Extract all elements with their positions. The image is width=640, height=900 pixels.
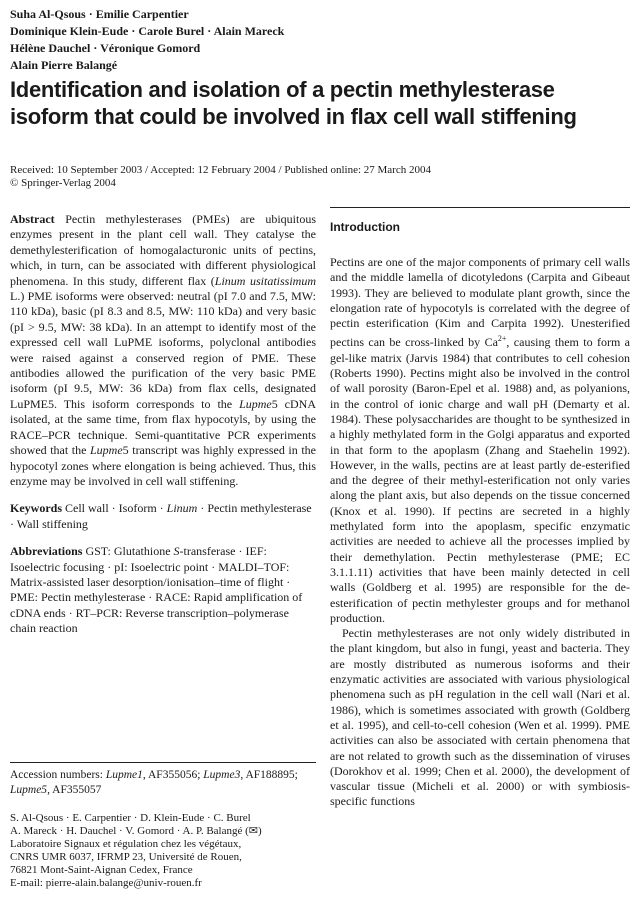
paper-title: Identification and isolation of a pectin methylesterase isoform that could be involved in flax cell wall stiffening <box>10 77 577 129</box>
intro-text: , causing them to form a gel-like matrix (Jarvis 1984) that contributes to cell cohesion (Roberts 1990). Pectins might also be involved in the control of wall porosity (Baron-Epel et al. 1988) and, as polyanions, in the control of ionic charge and wall pH (Demarty et al. 1984). These polysaccharides are thought to be synthesized in a highly methylated form in the Golgi apparatus and exported in that form to the apoplasm (Zhang and Staehelin 1992). However, in the walls, pectins are at least partly de-esterified and the degree of their methyl-esterification not only varies along the plant axis, but also depends on the tissue concerned (Knox et al. 1990). If pectins are secreted in a highly methylated form into the apoplasm, specific enzymatic activities are needed to achieve all the processes implied by their demethylation. Pectin methylesterase (PME; EC 3.1.1.11) activities that have been mainly detected in cell walls (Goldberg et al. 1995) are responsible for the de-esterification of pectin methylester groups and for methanol production. <box>330 335 631 625</box>
accession-gene: Lupme1 <box>105 769 143 781</box>
accession-numbers <box>10 768 316 798</box>
abbreviations-text: -transferase · IEF: Isoelectric focusing · pI: Isoelectric point · MALDI–TOF: Matrix-assisted laser desorption/ionisation–time of flight · PME: Pectin methylesterase · RACE: Rapid amplification of cDNA ends · RT–PCR: Reverse transcription–polymerase chain reaction <box>10 544 303 636</box>
abstract-text: L.) PME isoforms were observed: neutral (pI 7.0 and 7.5, MW: 110 kDa), basic (pI 8.3 and 8.5, MW: 110 kDa) and very basic (pI > 9.5, MW: 38 kDa). In an attempt to identify most of the expressed cell wall LuPME isoforms, polyclonal antibodies were raised against a conserved region of PME. These antibodies allowed the purification of the very basic PME isoform (pI 9.5, MW: 36 kDa) from flax cells, designated LuPME5. This isoform corresponds to the <box>10 289 316 411</box>
abbreviations-label: Abbreviations <box>10 544 83 559</box>
gene-name: Lupme <box>90 443 123 458</box>
address-line: Laboratoire Signaux et régulation chez les végétaux, <box>10 838 242 850</box>
abbreviations <box>10 544 316 636</box>
abstract-label: Abstract <box>10 212 55 226</box>
intro-paragraph <box>330 255 630 626</box>
address-line: S. Al-Qsous · E. Carpentier · D. Klein-Eude · C. Burel <box>10 812 251 824</box>
accession-label: Accession numbers: <box>10 769 106 781</box>
author-line: Dominique Klein-Eude · Carole Burel · Alain Mareck <box>10 24 285 38</box>
abstract-text: 5 cDNA isolated, at the same time, from flax hypocotyls, by using the RACE–PCR technique. Semi-quantitative PCR experiments showed that the <box>10 396 316 458</box>
author-list <box>10 6 284 74</box>
keywords <box>10 501 316 532</box>
species-name: Linum usitatissimum <box>214 273 316 288</box>
section-divider <box>330 207 630 208</box>
received-line: Received: 10 September 2003 / Accepted: 12 February 2004 / Published online: 27 March 2004 <box>10 164 431 176</box>
abstract-text: Pectin methylesterases (PMEs) are ubiquitous enzymes present in the plant cell wall. They catalyse the demethylesterification of homogalacturonic units of pectins, which, in turn, can be associated with different physiological phenomena. In this study, different flax ( <box>10 212 317 288</box>
accession-id: , AF355057 <box>47 784 102 796</box>
email-line[interactable]: E-mail: pierre-alain.balange@univ-rouen.fr <box>10 877 202 889</box>
author-line: Alain Pierre Balangé <box>10 58 118 72</box>
accession-gene: Lupme5 <box>10 784 48 796</box>
address-line: CNRS UMR 6037, IFRMP 23, Université de Rouen, <box>10 851 242 863</box>
keywords-genus: Linum <box>166 501 198 516</box>
address-line: 76821 Mont-Saint-Aignan Cedex, France <box>10 864 193 876</box>
left-column <box>10 212 316 649</box>
copyright-line: © Springer-Verlag 2004 <box>10 177 116 189</box>
keywords-label: Keywords <box>10 501 62 516</box>
intro-text: Pectins are one of the major components of primary cell walls and the middle lamella of dicotyledons (Carpita and Gibeaut 1993). They are believed to modulate plant growth, since the elongation rate of hypocotyls is correlated with the degree of pectin esterification (Kim and Carpita 1992). Unesterified pectins can be cross-linked by Ca <box>330 255 630 350</box>
footnote-divider <box>10 762 316 763</box>
abbreviations-italic: S <box>173 544 180 559</box>
accession-gene: Lupme3 <box>203 769 241 781</box>
accession-id: , AF188895; <box>240 769 298 781</box>
address-line: A. Mareck · H. Dauchel · V. Gomord · A. P. Balangé (✉) <box>10 825 262 837</box>
right-column <box>330 255 630 810</box>
abstract <box>10 212 316 489</box>
abstract-text: 5 transcript was highly expressed in the hypocotyl zones where elongation is being achieved. Thus, this enzyme may be involved in cell wall stiffening. <box>10 443 316 488</box>
correspondence-address <box>10 812 316 890</box>
author-line: Hélène Dauchel · Véronique Gomord <box>10 41 201 55</box>
accession-id: , AF355056; <box>142 769 204 781</box>
keywords-text: · Pectin methylesterase · Wall stiffening <box>10 501 312 531</box>
charge-superscript: 2+ <box>497 334 507 344</box>
gene-name: Lupme <box>239 396 272 411</box>
publication-dates <box>10 164 431 190</box>
keywords-text: Cell wall · Isoform · <box>65 501 167 516</box>
abbreviations-text: GST: Glutathione <box>85 544 174 559</box>
author-line: Suha Al-Qsous · Emilie Carpentier <box>10 7 189 21</box>
intro-paragraph: Pectin methylesterases are not only widely distributed in the plant kingdom, but also in fungi, yeast and bacteria. They are mostly distributed as numerous isoforms and their enzymatic activities are associated with various physiological phenomena such as pH regulation in the cell wall (Nari et al. 1986), which is sometimes associated with growth (Goldberg et al. 1995), and cell-to-cell cohesion (Wen et al. 1999). PME activities can also be associated with certain phenomena that are not related to growth such as the dissemination of viruses (Dorokhov et al. 1999; Chen et al. 2000), the development of vascular tissue (Micheli et al. 2000) or with symbiosis-specific functions <box>330 626 630 809</box>
introduction-heading: Introduction <box>330 220 400 234</box>
